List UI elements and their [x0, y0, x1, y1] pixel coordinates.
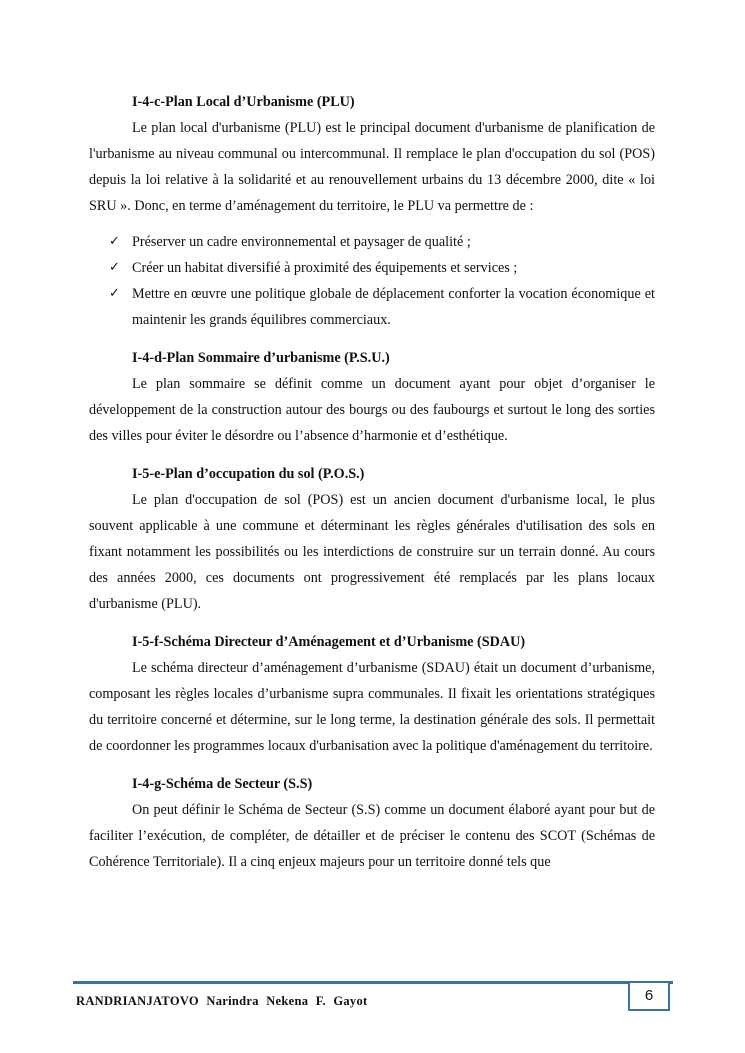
section-paragraph-psu: Le plan sommaire se définit comme un document ayant pour objet d’organiser le développement de la construction autour des bourgs ou des faubourgs et surtout le long des sorties des villes pour éviter le désordre ou l’absence d’harmonie et d’esthétique.	[89, 376, 655, 444]
check-icon: ✓	[109, 234, 120, 249]
section-paragraph-plu: Le plan local d'urbanisme (PLU) est le principal document d'urbanisme de planification de l'urbanisme au niveau communal ou intercommunal. Il remplace le plan d'occupation du sol (POS) depuis la loi relative à la solidarité et au renouvellement urbains du 13 décembre 2000, dite « loi SRU ». Donc, en terme d’aménagement du territoire, le PLU va permettre de :	[89, 120, 655, 214]
plu-objectives-list	[89, 229, 655, 333]
section-heading-ss: I-4-g-Schéma de Secteur (S.S)	[132, 776, 313, 792]
list-item	[89, 229, 655, 255]
section-paragraph-ss: On peut définir le Schéma de Secteur (S.S) comme un document élaboré ayant pour but de faciliter l’exécution, de compléter, de détailler et de préciser le contenu des SCOT (Schémas de Cohérence Territoriale). Il a cinq enjeux majeurs pour un territoire donné tels que	[89, 802, 655, 870]
section-heading-pos: I-5-e-Plan d’occupation du sol (P.O.S.)	[132, 466, 365, 482]
list-item-text: Créer un habitat diversifié à proximité des équipements et services ;	[132, 260, 518, 276]
document-body	[89, 89, 655, 875]
section-paragraph-sdau: Le schéma directeur d’aménagement d’urbanisme (SDAU) était un document d’urbanisme, composant les règles locales d’urbanisme supra communales. Il fixait les orientations stratégiques du territoire concerné et détermine, sur le long terme, la destination générale des sols. Il permettait de coordonner les programmes locaux d'urbanisation avec la politique d'aménagement du territoire.	[89, 660, 655, 754]
list-item	[89, 255, 655, 281]
check-icon: ✓	[109, 260, 120, 275]
footer-author: RANDRIANJATOVO Narindra Nekena F. Gayot	[76, 994, 368, 1008]
section-heading-plu: I-4-c-Plan Local d’Urbanisme (PLU)	[132, 94, 355, 110]
section-heading-sdau: I-5-f-Schéma Directeur d’Aménagement et d’Urbanisme (SDAU)	[132, 634, 526, 650]
list-item	[89, 281, 655, 333]
check-icon: ✓	[109, 286, 120, 301]
page-number: 6	[628, 981, 670, 1011]
list-item-text: Mettre en œuvre une politique globale de déplacement conforter la vocation économique et maintenir les grands équilibres commerciaux.	[132, 286, 655, 328]
list-item-text: Préserver un cadre environnemental et paysager de qualité ;	[132, 234, 471, 250]
section-paragraph-pos: Le plan d'occupation de sol (POS) est un ancien document d'urbanisme local, le plus souvent applicable à une commune et déterminant les règles générales d'utilisation des sols en fixant notamment les possibilités ou les interdictions de construire sur un terrain donné. Au cours des années 2000, ces documents ont progressivement été remplacés par les plans locaux d'urbanisme (PLU).	[89, 492, 655, 612]
footer-divider	[73, 981, 673, 984]
section-heading-psu: I-4-d-Plan Sommaire d’urbanisme (P.S.U.)	[132, 350, 390, 366]
